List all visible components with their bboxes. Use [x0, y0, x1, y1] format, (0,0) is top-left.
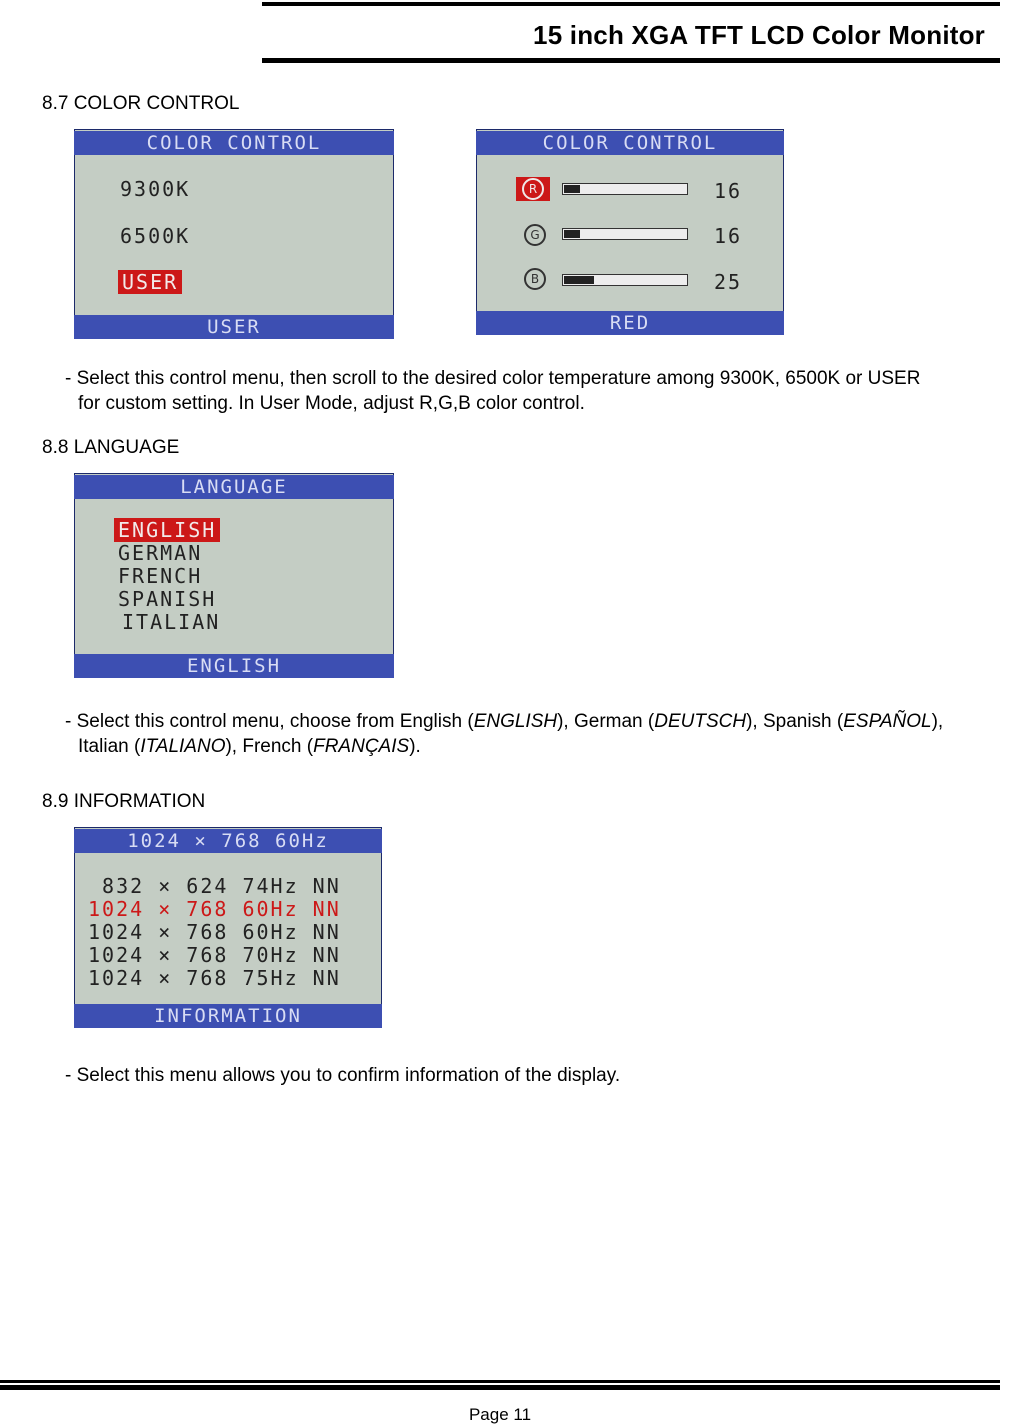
blue-value: 25	[714, 270, 743, 294]
osd-color-control-rgb	[476, 129, 784, 335]
osd-title-bar: LANGUAGE	[74, 475, 394, 499]
osd-item-spanish: SPANISH	[118, 587, 217, 611]
info-row: 1024 × 768 60Hz NN	[88, 920, 341, 944]
lang-desc-text: ), French (	[225, 736, 314, 757]
information-description: - Select this menu allows you to confirm information of the display.	[65, 1065, 621, 1086]
green-slider	[562, 228, 688, 240]
lang-desc-text: ), Spanish (	[746, 711, 844, 732]
header-top-rule	[262, 2, 1000, 6]
lang-italian: ITALIANO	[140, 736, 226, 757]
osd-item-italian: ITALIAN	[122, 610, 221, 634]
lang-desc-text: - Select this control menu, choose from English (	[65, 711, 474, 732]
red-value: 16	[714, 179, 743, 203]
footer-rule-thin	[0, 1380, 1000, 1383]
color-control-description	[65, 366, 920, 416]
language-desc-line1	[65, 709, 943, 734]
lang-desc-text: ),	[931, 711, 944, 732]
osd-item-english-selected: ENGLISH	[114, 518, 220, 542]
osd-item-german: GERMAN	[118, 541, 203, 565]
osd-item-9300k: 9300K	[120, 177, 191, 201]
green-slider-fill	[564, 230, 580, 238]
page-number: Page 11	[468, 1405, 532, 1424]
osd-color-control-presets	[74, 129, 394, 339]
info-row-current: 1024 × 768 60Hz NN	[88, 897, 341, 921]
lang-desc-text: Italian (	[78, 736, 141, 757]
osd-status-bar: ENGLISH	[74, 654, 394, 678]
osd-status-bar: USER	[74, 315, 394, 339]
section-heading-information: 8.9 INFORMATION	[42, 791, 206, 812]
lang-german: DEUTSCH	[654, 711, 747, 732]
blue-slider	[562, 274, 688, 286]
section-heading-language: 8.8 LANGUAGE	[42, 437, 180, 458]
language-desc-line2	[65, 734, 943, 759]
info-row: 832 × 624 74Hz NN	[88, 874, 341, 898]
osd-information	[74, 827, 382, 1028]
osd-item-user-selected: USER	[118, 270, 182, 294]
blue-channel-icon: B	[524, 268, 546, 290]
red-slider-fill	[564, 185, 580, 193]
red-channel-icon: R	[522, 178, 544, 200]
green-channel-icon: G	[524, 224, 546, 246]
osd-language	[74, 473, 394, 678]
color-control-desc-line1: - Select this control menu, then scroll to the desired color temperature among 9300K, 6500K or USER	[65, 368, 921, 389]
info-row: 1024 × 768 70Hz NN	[88, 943, 341, 967]
blue-slider-fill	[564, 276, 594, 284]
header-bottom-rule	[262, 58, 1000, 63]
language-description	[65, 709, 943, 759]
osd-item-6500k: 6500K	[120, 224, 191, 248]
green-value: 16	[714, 224, 743, 248]
lang-english: ENGLISH	[473, 711, 558, 732]
color-control-desc-line2: for custom setting. In User Mode, adjust R,G,B color control.	[78, 393, 585, 414]
red-slider	[562, 183, 688, 195]
osd-title-bar: 1024 × 768 60Hz	[74, 829, 382, 853]
lang-spanish: ESPAÑOL	[843, 711, 932, 732]
osd-title-bar: COLOR CONTROL	[74, 131, 394, 155]
footer-rule-thick	[0, 1385, 1000, 1390]
osd-title-bar: COLOR CONTROL	[476, 131, 784, 155]
section-heading-color-control: 8.7 COLOR CONTROL	[42, 93, 240, 114]
document-title: 15 inch XGA TFT LCD Color Monitor	[533, 20, 985, 50]
osd-status-bar: RED	[476, 311, 784, 335]
info-row: 1024 × 768 75Hz NN	[88, 966, 341, 990]
channel-red-selected	[516, 177, 550, 201]
osd-status-bar: INFORMATION	[74, 1004, 382, 1028]
lang-french: FRANÇAIS	[313, 736, 410, 757]
osd-item-french: FRENCH	[118, 564, 203, 588]
lang-desc-text: ), German (	[557, 711, 655, 732]
lang-desc-text: ).	[409, 736, 421, 757]
